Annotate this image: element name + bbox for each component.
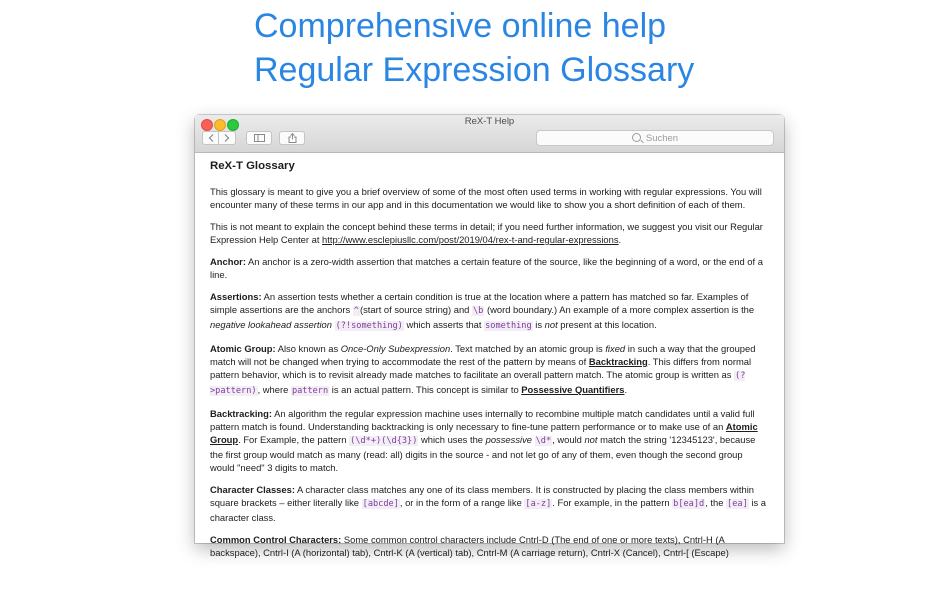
code-snippet: \d* (535, 436, 552, 446)
definition-text: match the string '12345123', because the first group would match as many (read: all) digits in the source - and not let go of any of them, even though the second group would "need" 3 digits to match. (210, 434, 756, 473)
definition-text: (word boundary.) An example of a more complex assertion is the (484, 304, 755, 315)
definition-text: which asserts that (403, 319, 485, 330)
emphasis-text: negative lookahead assertion (210, 319, 332, 330)
emphasis-text: not (584, 434, 598, 445)
code-snippet: \b (473, 306, 484, 316)
forward-button[interactable] (219, 131, 236, 145)
link-atomic-group[interactable]: Atomic Group (210, 421, 758, 445)
share-button[interactable] (279, 131, 305, 145)
term-assertions: Assertions: (210, 291, 262, 302)
intro-paragraph-1: This glossary is meant to give you a brief overview of some of the most often used terms in working with regular expressions. You will encounter many of these terms in our app and in this documentation we would like to show you a short definition of each of them. (210, 186, 762, 210)
code-snippet: [abcde] (362, 499, 399, 509)
help-center-link[interactable]: http://www.esclepiusllc.com/post/2019/04/rex-t-and-regular-expressions (322, 234, 619, 245)
definition-text: . This differs from normal pattern behavior, which is to revisit already made matches to facilitate an overall pattern match. The atomic group is written as (210, 356, 752, 380)
definition-text: is an actual pattern. This concept is similar to (329, 384, 522, 395)
term-character-classes: Character Classes: (210, 484, 295, 495)
definition-text: . For Example, the pattern (238, 434, 350, 445)
emphasis-text: Once-Only Subexpression (340, 343, 451, 354)
term-backtracking: Backtracking: (210, 408, 273, 419)
definition-text: is (532, 319, 545, 330)
page-title: ReX-T Glossary (210, 160, 295, 172)
code-snippet: b[ea]d (673, 499, 705, 509)
term-anchor: Anchor: (210, 256, 246, 267)
definition-text: An assertion tests whether a certain condition is true at the location where a pattern has matched so far. Examples of simple assertions are the anchors (210, 291, 749, 315)
sidebar-toggle-button[interactable] (246, 131, 272, 145)
entry-control-characters (210, 533, 768, 559)
emphasis-text: possessive (485, 434, 533, 445)
link-backtracking[interactable]: Backtracking (588, 356, 648, 367)
sidebar-icon (254, 134, 265, 142)
search-placeholder: Suchen (645, 132, 679, 144)
entry-character-classes (210, 483, 768, 524)
definition-text: is a character class. (210, 497, 766, 523)
definition-text: Also known as (275, 343, 341, 354)
definition-text: which uses the (418, 434, 486, 445)
emphasis-text: fixed (605, 343, 626, 354)
emphasis-text: not (544, 319, 558, 330)
definition-text: in such a way that the grouped match will not be changed when trying to accommodate the rest of the pattern by means of (210, 343, 756, 367)
window-title: ReX-T Help (464, 116, 515, 127)
definition-control-characters: Some common control characters include Cntrl-D (The end of one or more texts), Cntrl-H (A backspace), Cntrl-I (A (horizontal) tab), Cntrl-K (A (vertical) tab), Cntrl-M (A carriage return), Cntrl-X (Cancel), Cntrl-[ (Escape) (210, 534, 729, 558)
intro-text-end: . (618, 234, 622, 245)
definition-anchor: An anchor is a zero-width assertion that matches a certain feature of the source, like the beginning of a word, or the end of a line. (210, 256, 763, 280)
definition-text: . For example, in the pattern (552, 497, 673, 508)
intro-text: This is not meant to explain the concept behind these terms in detail; if you need further information, we suggest you visit our Regular Expression Help Center at (210, 221, 763, 245)
help-content[interactable] (195, 153, 784, 558)
term-control-characters: Common Control Characters: (210, 534, 342, 545)
entry-backtracking (210, 407, 768, 474)
back-button[interactable] (202, 131, 219, 145)
definition-text: . (624, 384, 628, 395)
code-snippet: (\d*+)(\d{3}) (350, 436, 418, 446)
code-snippet: something (485, 321, 532, 331)
code-snippet: [a-z] (525, 499, 552, 509)
entry-anchor (210, 255, 768, 281)
definition-text: A character class matches any one of its class members. It is constructed by placing the class members within square brackets – either literally like (210, 484, 754, 508)
definition-text: (start of source string) and (359, 304, 472, 315)
definition-text: , where (257, 384, 291, 395)
promo-headline (254, 4, 694, 92)
code-snippet: (?!something) (335, 321, 403, 331)
definition-text: . Text matched by an atomic group is (450, 343, 606, 354)
entry-atomic-group (210, 342, 768, 398)
code-snippet: pattern (291, 386, 329, 396)
back-icon (208, 134, 214, 142)
headline-line-1: Comprehensive online help (254, 7, 667, 45)
intro-paragraph-2 (210, 220, 768, 246)
search-field[interactable] (536, 130, 774, 146)
share-icon (288, 133, 297, 143)
definition-text: An algorithm the regular expression machine uses internally to recombine multiple match candidates until a valid full pattern match is found. Understanding backtracking is only necessary to fine-tune pattern performance or to make use of an (210, 408, 755, 432)
term-atomic-group: Atomic Group: (210, 343, 276, 354)
definition-text: present at this location. (557, 319, 657, 330)
headline-line-2: Regular Expression Glossary (254, 51, 695, 89)
entry-assertions (210, 290, 768, 333)
definition-text: , or in the form of a range like (399, 497, 525, 508)
code-snippet: ^ (353, 306, 359, 316)
code-snippet: (?>pattern) (210, 371, 746, 396)
help-window (195, 115, 784, 558)
search-icon (632, 133, 641, 142)
forward-icon (224, 134, 230, 142)
window-titlebar (195, 115, 784, 153)
code-snippet: [ea] (727, 499, 748, 509)
definition-text: , would (552, 434, 585, 445)
definition-text: , the (705, 497, 727, 508)
link-possessive-quantifiers[interactable]: Possessive Quantifiers (521, 384, 625, 395)
